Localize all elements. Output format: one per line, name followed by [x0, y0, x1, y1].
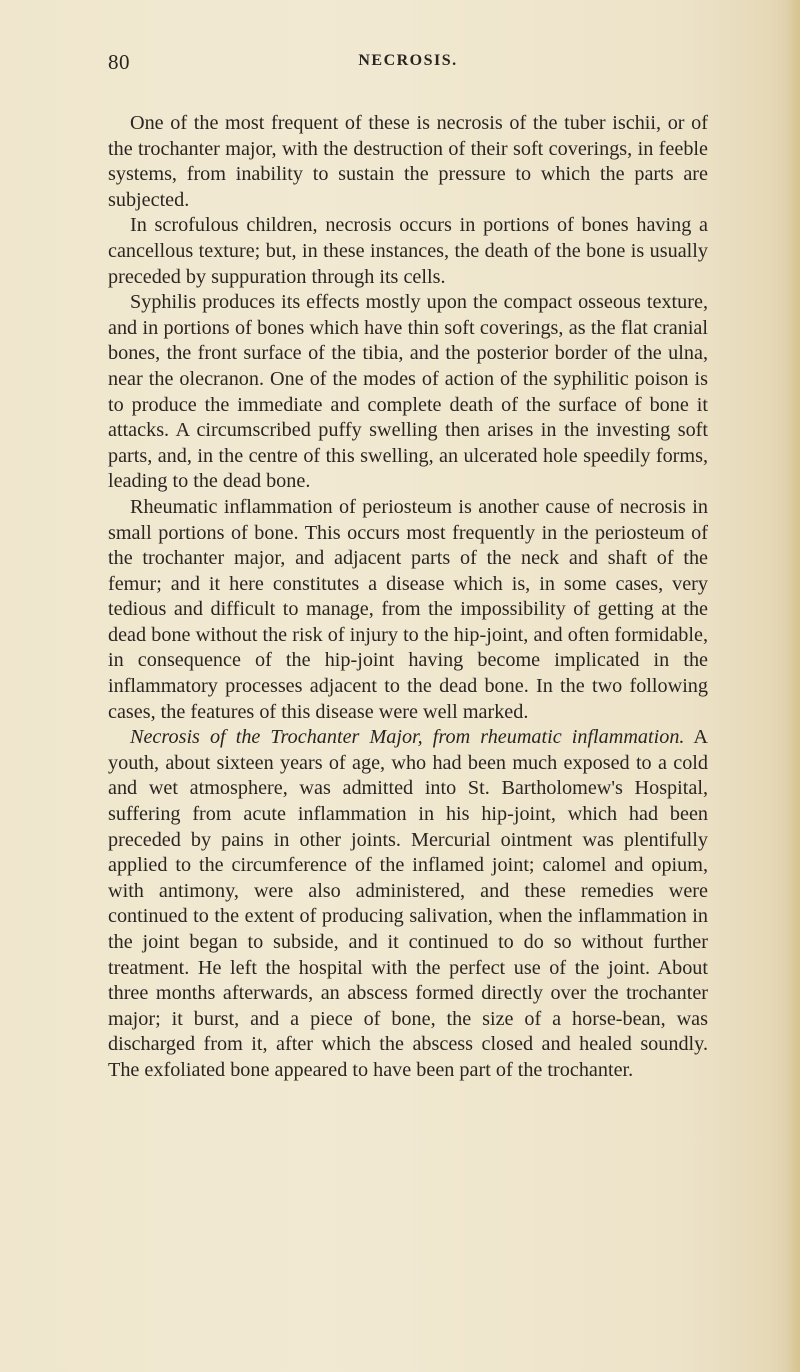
page-edge-shadow — [786, 0, 800, 1372]
page-header — [108, 50, 708, 78]
paragraph-scrofulous: In scrofulous children, necrosis occurs in portions of bones having a cancellous texture; but, in these instances, the death of the bone is usually preceded by suppuration through its cells. — [108, 214, 708, 288]
page-number: 80 — [108, 50, 130, 74]
case-text: A youth, about sixteen years of age, who had been much exposed to a cold and wet atmosphere, was admitted into St. Bartholomew's Hospital, suffering from acute inflammation in his hip-joint, which had been preceded by pains in other joints. Mercurial ointment was plentifully applied to the circumference of the inflamed joint; calomel and opium, with antimony, were also administered, and these remedies were continued to the extent of producing salivation, when the inflammation in the joint began to subside, and it continued to do so without further treatment. He left the hospital with the perfect use of the joint. About three months afterwards, an abscess formed directly over the trochanter major; it burst, and a piece of bone, the size of a horse-bean, was discharged from it, after which the abscess closed and healed soundly. The exfoliated bone appeared to have been part of the trochanter. — [108, 726, 708, 1081]
running-head: NECROSIS. — [358, 52, 458, 69]
paragraph-tuber-ischii: One of the most frequent of these is necrosis of the tuber ischii, or of the trochanter major, with the destruction of their soft coverings, in feeble systems, from inability to sustain the pressure to which the parts are subjected. — [108, 112, 708, 211]
case-title: Necrosis of the Trochanter Major, from rheumatic inflammation. — [130, 726, 685, 749]
paragraph-syphilis: Syphilis produces its effects mostly upon the compact osseous texture, and in portions of bones which have thin soft coverings, as the flat cranial bones, the front surface of the tibia, and the posterior border of the ulna, near the olecranon. One of the modes of action of the syphilitic poison is to produce the immediate and complete death of the surface of bone it attacks. A circumscribed puffy swelling then arises in the investing soft parts, and, in the centre of this swelling, an ulcerated hole speedily forms, leading to the dead bone. — [108, 291, 708, 493]
body-text — [108, 111, 708, 1084]
paragraph-case — [108, 725, 708, 1083]
paragraph-rheumatic: Rheumatic inflammation of periosteum is another cause of necrosis in small portions of bone. This occurs most frequently in the periosteum of the trochanter major, and adjacent parts of the neck and shaft of the femur; and it here constitutes a disease which is, in some cases, very tedious and difficult to manage, from the impossibility of getting at the dead bone without the risk of injury to the hip-joint, and often formidable, in consequence of the hip-joint having become implicated in the inflammatory processes adjacent to the dead bone. In the two following cases, the features of this disease were well marked. — [108, 495, 708, 723]
